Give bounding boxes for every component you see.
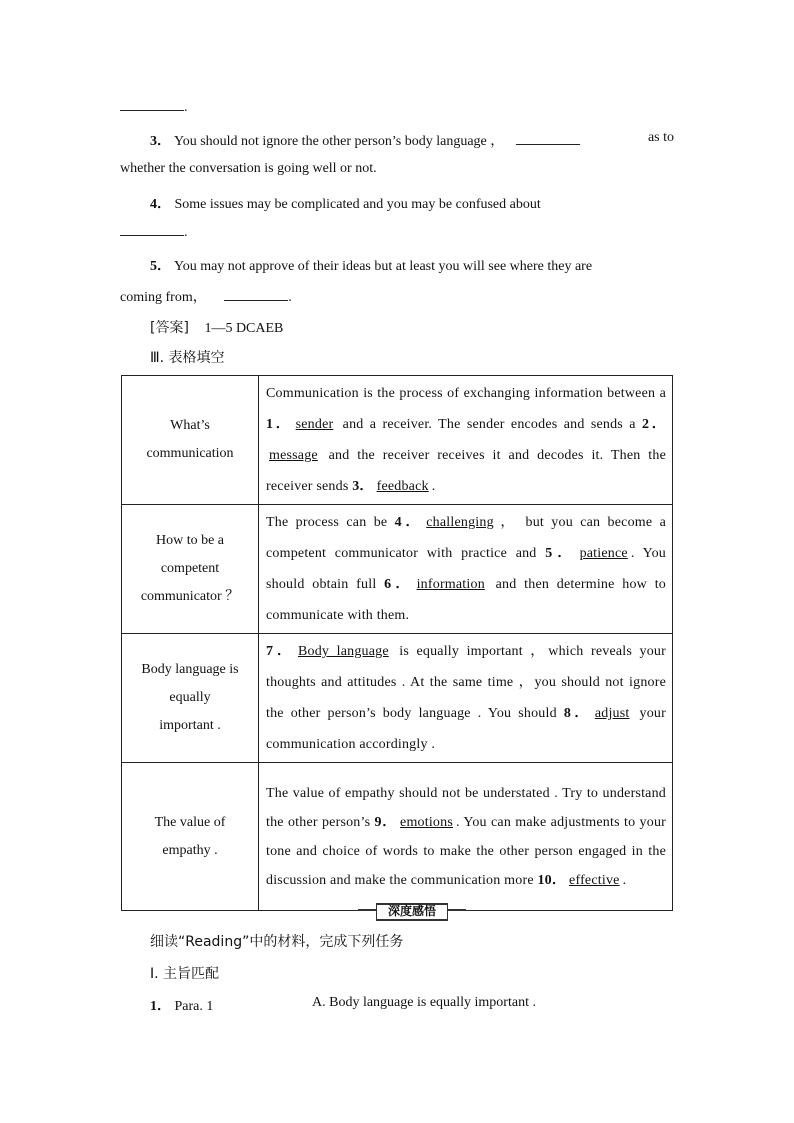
section-title: Ⅲ. 表格填空 [150,350,225,366]
fill-in-table [121,375,673,911]
item-3-line-2 [120,161,674,177]
filled-blank: message [269,448,318,463]
item-5-line-2 [120,286,674,306]
row-answer: Communication is the process of exchanging information between a 1． sender and a receiver. The sender encodes and sends a 2．message and the receiver receives it and decodes it. Then the receiver sends 3． feedback . [259,376,673,505]
row-question: Body language is equally important . [122,634,259,763]
section-title: Ⅰ. 主旨匹配 [150,966,220,982]
table-row [122,634,673,763]
filled-blank: information [416,577,485,592]
answer-blank [516,132,580,145]
row-question: How to be a competent communicator ？ [122,505,259,634]
row-question: What’s communication [122,376,259,505]
section-banner [358,903,466,917]
period: . [184,225,188,240]
answer-blank [120,223,184,236]
item-4-line-2 [120,223,674,241]
item-number: 1． [150,999,171,1014]
period: . [184,100,188,115]
item-number: 3． [150,134,171,149]
row-answer: The process can be 4． challenging ， but you can become a competent communicator with practice and 5． patience . You should obtain full 6． information and then determine how to communicate with them. [259,505,673,634]
item-5-line-1 [150,255,674,275]
item-text: You should not ignore the other person’s body language ， [173,134,505,149]
item-number: 4． [150,197,171,212]
task-intro: 细读“Reading”中的材料，完成下列任务 [150,934,404,950]
filled-blank: challenging [426,515,494,530]
blank-line-2 [120,98,674,116]
filled-blank: Body language [297,644,389,659]
match-left: Para. 1 [174,999,214,1014]
table-row [122,376,673,505]
item-text-end: as to [647,130,674,145]
item-text: whether the conversation is going well or not. [120,161,377,176]
item-text: coming from， [120,290,207,305]
filled-blank: feedback [376,479,429,494]
row-answer: The value of empathy should not be understated . Try to understand the other person’s 9． emotions . You can make adjustments to your tone and choice of words to make the other person engaged in the discussion and make the communication more 10． effective . [259,763,673,911]
table-row [122,763,673,911]
answer-value: 1—5 DCAEB [204,321,284,336]
filled-blank: adjust [594,706,630,721]
item-text: You may not approve of their ideas but at least you will see where they are [173,259,593,274]
item-3-line-1 [150,130,674,150]
filled-blank: effective [569,872,620,888]
item-4-line-1 [150,193,674,213]
row-answer: 7． Body language is equally important ，which reveals your thoughts and attitudes . At the same time ，you should not ignore the other person’s body language . You should 8． adjust your communication accordingly . [259,634,673,763]
item-number: 5． [150,259,171,274]
item-text: Some issues may be complicated and you may be confused about [174,197,541,212]
row-question: The value of empathy . [122,763,259,911]
filled-blank: patience [579,546,628,561]
period: . [288,290,292,305]
answer-tag: [答案] [150,320,189,336]
banner-label: 深度感悟 [376,903,448,921]
match-row [150,995,704,1015]
match-right: A. Body language is equally important . [312,995,536,1010]
answer-line [150,317,704,337]
filled-blank: emotions [400,814,453,830]
answer-blank [120,98,184,111]
filled-blank: sender [295,417,334,432]
table-row [122,505,673,634]
answer-blank [224,288,288,301]
